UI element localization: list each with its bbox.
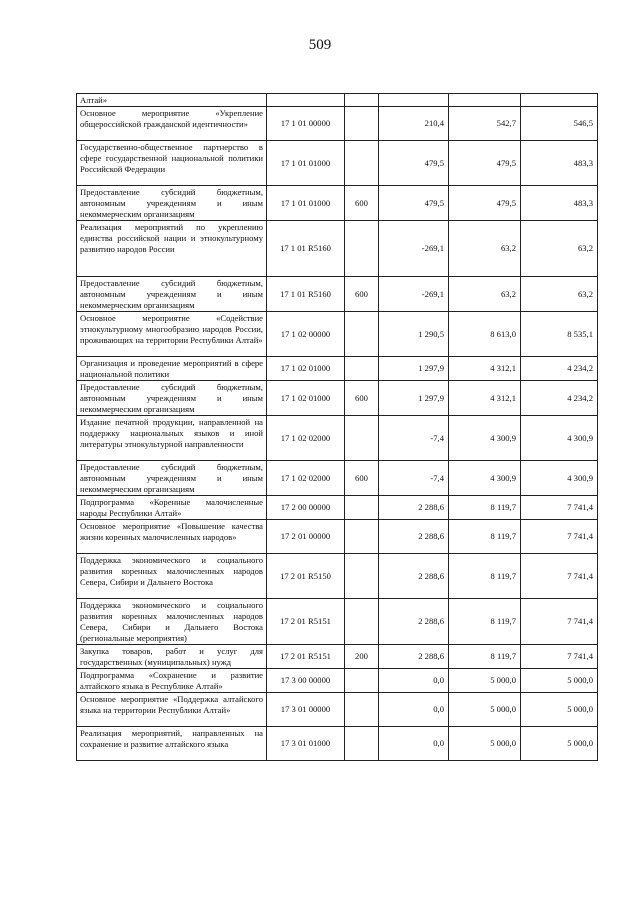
row-value-2-cell: 5 000,0 — [449, 693, 521, 727]
row-code-cell: 17 1 02 01000 — [267, 357, 345, 381]
row-value-2-cell: 5 000,0 — [449, 727, 521, 761]
row-code-cell: 17 3 01 01000 — [267, 727, 345, 761]
row-name-cell: Предоставление субсидий бюджетным, автономным учреждениям и иным некоммерческим организациям — [77, 381, 267, 416]
row-expense-type-cell — [345, 693, 379, 727]
row-code-cell: 17 2 00 00000 — [267, 496, 345, 520]
row-code-cell: 17 1 01 R5160 — [267, 221, 345, 277]
table-row — [77, 599, 598, 645]
row-expense-type-cell — [345, 107, 379, 141]
table-row — [77, 107, 598, 141]
row-name-cell: Поддержка экономического и социального развития коренных малочисленных народов Севера, Сибири и Дальнего Востока — [77, 554, 267, 599]
row-code-cell: 17 3 01 00000 — [267, 693, 345, 727]
row-value-3-cell: 4 234,2 — [521, 357, 598, 381]
table-row — [77, 496, 598, 520]
row-value-3-cell: 63,2 — [521, 221, 598, 277]
table-row — [77, 381, 598, 416]
row-value-2-cell — [449, 94, 521, 107]
row-value-1-cell: 0,0 — [379, 669, 449, 693]
row-expense-type-cell — [345, 221, 379, 277]
row-code-cell: 17 3 00 00000 — [267, 669, 345, 693]
row-name-cell: Основное мероприятие «Укрепление общероссийской гражданской идентичности» — [77, 107, 267, 141]
row-code-cell: 17 1 01 R5160 — [267, 277, 345, 312]
row-value-3-cell: 5 000,0 — [521, 693, 598, 727]
row-value-1-cell: 2 288,6 — [379, 496, 449, 520]
table-row — [77, 357, 598, 381]
row-value-3-cell: 5 000,0 — [521, 669, 598, 693]
row-code-cell: 17 1 01 01000 — [267, 141, 345, 186]
row-name-cell: Издание печатной продукции, направленной на поддержку национальных языков и иной литературы этнокультурной направленности — [77, 416, 267, 461]
row-value-3-cell: 483,3 — [521, 186, 598, 221]
row-value-1-cell: 2 288,6 — [379, 520, 449, 554]
row-code-cell: 17 1 02 02000 — [267, 416, 345, 461]
row-code-cell: 17 2 01 R5150 — [267, 554, 345, 599]
row-value-1-cell: 479,5 — [379, 186, 449, 221]
row-expense-type-cell — [345, 727, 379, 761]
row-value-3-cell: 4 234,2 — [521, 381, 598, 416]
row-expense-type-cell: 600 — [345, 381, 379, 416]
row-expense-type-cell — [345, 496, 379, 520]
row-value-2-cell: 8 119,7 — [449, 520, 521, 554]
row-value-3-cell: 7 741,4 — [521, 599, 598, 645]
row-value-1-cell: 479,5 — [379, 141, 449, 186]
row-value-2-cell: 8 119,7 — [449, 496, 521, 520]
row-value-3-cell: 4 300,9 — [521, 416, 598, 461]
row-expense-type-cell: 600 — [345, 186, 379, 221]
table-body — [77, 94, 598, 761]
row-value-1-cell: 0,0 — [379, 727, 449, 761]
row-value-1-cell: -7,4 — [379, 461, 449, 496]
row-value-3-cell: 7 741,4 — [521, 520, 598, 554]
row-value-1-cell — [379, 94, 449, 107]
row-expense-type-cell — [345, 599, 379, 645]
row-value-2-cell: 8 119,7 — [449, 599, 521, 645]
table-row — [77, 461, 598, 496]
row-name-cell: Подпрограмма «Коренные малочисленные народы Республики Алтай» — [77, 496, 267, 520]
row-expense-type-cell — [345, 357, 379, 381]
row-value-2-cell: 63,2 — [449, 221, 521, 277]
row-name-cell: Организация и проведение мероприятий в сфере национальной политики — [77, 357, 267, 381]
row-value-2-cell: 63,2 — [449, 277, 521, 312]
row-name-cell: Государственно-общественное партнерство в сфере государственной национальной политики Российской Федерации — [77, 141, 267, 186]
row-name-cell: Закупка товаров, работ и услуг для государственных (муниципальных) нужд — [77, 645, 267, 669]
row-code-cell: 17 1 01 00000 — [267, 107, 345, 141]
row-value-2-cell: 8 613,0 — [449, 312, 521, 357]
row-value-2-cell: 8 119,7 — [449, 554, 521, 599]
row-value-1-cell: 2 288,6 — [379, 554, 449, 599]
row-value-3-cell: 7 741,4 — [521, 496, 598, 520]
page-number: 509 — [308, 37, 332, 53]
row-expense-type-cell — [345, 94, 379, 107]
row-value-1-cell: 1 297,9 — [379, 381, 449, 416]
row-code-cell: 17 2 01 R5151 — [267, 599, 345, 645]
table-row — [77, 669, 598, 693]
row-value-2-cell: 479,5 — [449, 141, 521, 186]
row-name-cell: Предоставление субсидий бюджетным, автономным учреждениям и иным некоммерческим организациям — [77, 186, 267, 221]
row-value-1-cell: 0,0 — [379, 693, 449, 727]
table-row — [77, 94, 598, 107]
table-row — [77, 221, 598, 277]
row-value-3-cell: 546,5 — [521, 107, 598, 141]
table-row — [77, 312, 598, 357]
row-value-3-cell: 483,3 — [521, 141, 598, 186]
row-value-1-cell: 210,4 — [379, 107, 449, 141]
row-name-cell: Подпрограмма «Сохранение и развитие алтайского языка в Республике Алтай» — [77, 669, 267, 693]
row-name-cell: Предоставление субсидий бюджетным, автономным учреждениям и иным некоммерческим организациям — [77, 277, 267, 312]
table-row — [77, 693, 598, 727]
row-expense-type-cell — [345, 554, 379, 599]
row-code-cell: 17 2 01 00000 — [267, 520, 345, 554]
row-value-1-cell: 2 288,6 — [379, 599, 449, 645]
row-value-2-cell: 542,7 — [449, 107, 521, 141]
row-value-2-cell: 8 119,7 — [449, 645, 521, 669]
row-value-1-cell: -269,1 — [379, 221, 449, 277]
row-code-cell — [267, 94, 345, 107]
row-value-1-cell: 1 297,9 — [379, 357, 449, 381]
row-name-cell: Основное мероприятие «Содействие этнокультурному многообразию народов России, проживающих на территории Республики Алтай» — [77, 312, 267, 357]
row-name-cell: Алтай» — [77, 94, 267, 107]
table-row — [77, 727, 598, 761]
row-code-cell: 17 1 02 02000 — [267, 461, 345, 496]
row-name-cell: Реализация мероприятий по укреплению единства российской нации и этнокультурному развитию народов России — [77, 221, 267, 277]
row-code-cell: 17 1 02 01000 — [267, 381, 345, 416]
row-expense-type-cell — [345, 520, 379, 554]
row-expense-type-cell — [345, 141, 379, 186]
row-code-cell: 17 1 02 00000 — [267, 312, 345, 357]
row-expense-type-cell: 600 — [345, 461, 379, 496]
table-row — [77, 186, 598, 221]
row-expense-type-cell — [345, 669, 379, 693]
row-code-cell: 17 1 01 01000 — [267, 186, 345, 221]
table-row — [77, 277, 598, 312]
row-value-2-cell: 4 300,9 — [449, 461, 521, 496]
table-row — [77, 645, 598, 669]
table-row — [77, 141, 598, 186]
row-value-2-cell: 4 312,1 — [449, 381, 521, 416]
row-value-1-cell: -269,1 — [379, 277, 449, 312]
row-value-3-cell: 4 300,9 — [521, 461, 598, 496]
row-value-3-cell: 63,2 — [521, 277, 598, 312]
row-value-1-cell: -7,4 — [379, 416, 449, 461]
row-value-3-cell: 7 741,4 — [521, 554, 598, 599]
row-value-3-cell — [521, 94, 598, 107]
row-value-2-cell: 4 300,9 — [449, 416, 521, 461]
row-name-cell: Основное мероприятие «Поддержка алтайского языка на территории Республики Алтай» — [77, 693, 267, 727]
budget-table — [76, 93, 598, 761]
row-value-2-cell: 5 000,0 — [449, 669, 521, 693]
row-value-1-cell: 1 290,5 — [379, 312, 449, 357]
table-row — [77, 520, 598, 554]
row-value-2-cell: 479,5 — [449, 186, 521, 221]
table-row — [77, 554, 598, 599]
row-expense-type-cell — [345, 312, 379, 357]
row-value-1-cell: 2 288,6 — [379, 645, 449, 669]
row-expense-type-cell — [345, 416, 379, 461]
table-row — [77, 416, 598, 461]
row-name-cell: Реализация мероприятий, направленных на сохранение и развитие алтайского языка — [77, 727, 267, 761]
row-value-3-cell: 8 535,1 — [521, 312, 598, 357]
row-expense-type-cell: 600 — [345, 277, 379, 312]
row-name-cell: Предоставление субсидий бюджетным, автономным учреждениям и иным некоммерческим организациям — [77, 461, 267, 496]
row-code-cell: 17 2 01 R5151 — [267, 645, 345, 669]
row-name-cell: Основное мероприятие «Повышение качества жизни коренных малочисленных народов» — [77, 520, 267, 554]
row-expense-type-cell: 200 — [345, 645, 379, 669]
row-value-2-cell: 4 312,1 — [449, 357, 521, 381]
row-value-3-cell: 5 000,0 — [521, 727, 598, 761]
row-name-cell: Поддержка экономического и социального развития коренных малочисленных народов Севера, Сибири и Дальнего Востока (региональные мероприятия) — [77, 599, 267, 645]
row-value-3-cell: 7 741,4 — [521, 645, 598, 669]
